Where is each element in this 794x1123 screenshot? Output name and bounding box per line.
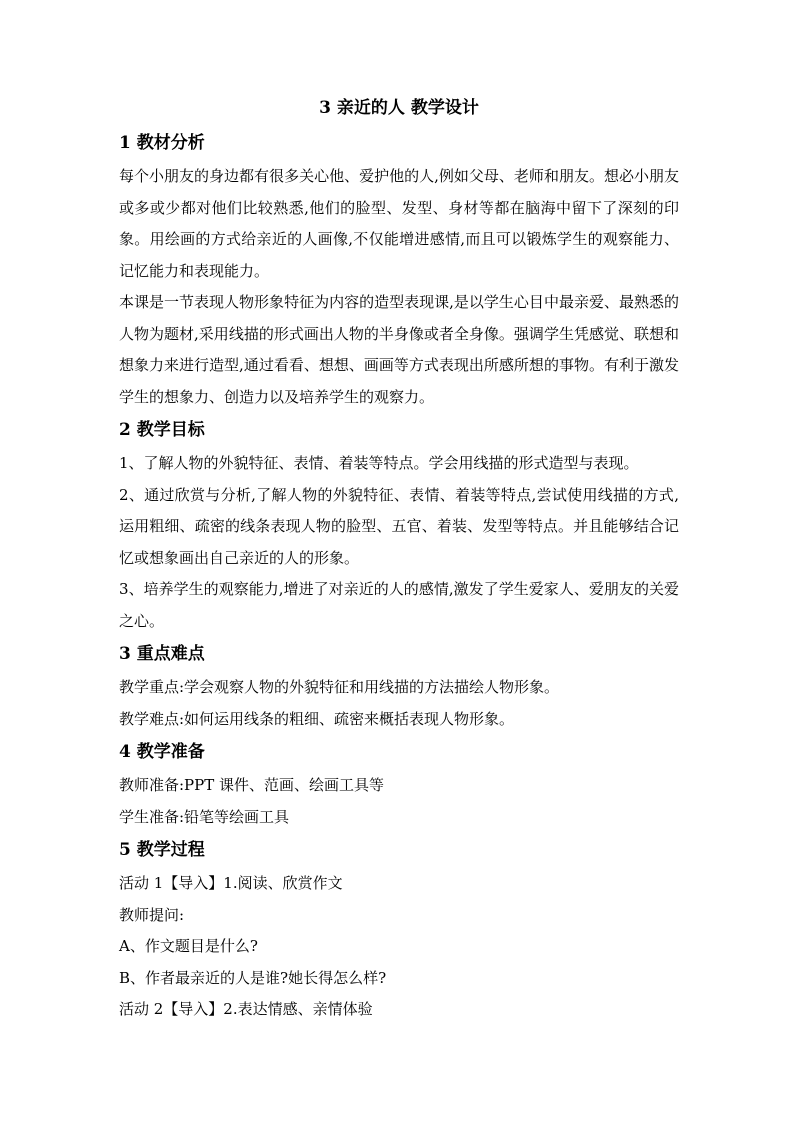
section-heading: 5 教学过程 xyxy=(119,840,205,860)
paragraph: 教师提问: xyxy=(119,905,185,924)
paragraph: 3、培养学生的观察能力,增进了对亲近的人的感情,激发了学生爱家人、爱朋友的关爱之心。 xyxy=(119,580,679,630)
paragraph: 2、通过欣赏与分析,了解人物的外貌特征、表情、着装等特点,尝试使用线描的方式,运用粗细、疏密的线条表现人物的脸型、五官、着装、发型等特点。并且能够结合记忆或想象画出自己亲近的人的形象。 xyxy=(119,485,679,567)
section-heading: 2 教学目标 xyxy=(119,420,205,440)
paragraph: 本课是一节表现人物形象特征为内容的造型表现课,是以学生心目中最亲爱、最熟悉的人物为题材,采用线描的形式画出人物的半身像或者全身像。强调学生凭感觉、联想和想象力来进行造型,通过看看、想想、画画等方式表现出所感所想的事物。有利于激发学生的想象力、创造力以及培养学生的观察力。 xyxy=(119,293,679,406)
paragraph: 活动 2【导入】2.表达情感、亲情体验 xyxy=(119,1000,373,1018)
section-teaching-objectives xyxy=(119,413,679,637)
section-heading: 1 教材分析 xyxy=(119,133,205,153)
paragraph: 每个小朋友的身边都有很多关心他、爱护他的人,例如父母、老师和朋友。想必小朋友或多或少都对他们比较熟悉,他们的脸型、发型、身材等都在脑海中留下了深刻的印象。用绘画的方式给亲近的人画像,不仅能增进感情,而且可以锻炼学生的观察能力、记忆能力和表现能力。 xyxy=(119,167,679,280)
paragraph: 1、了解人物的外貌特征、表情、着装等特点。学会用线描的形式造型与表现。 xyxy=(119,454,639,472)
section-heading: 4 教学准备 xyxy=(119,742,205,762)
paragraph: 教学重点:学会观察人物的外貌特征和用线描的方法描绘人物形象。 xyxy=(119,678,560,696)
section-heading: 3 重点难点 xyxy=(119,644,205,664)
paragraph: 学生准备:铅笔等绘画工具 xyxy=(119,807,290,826)
section-key-difficult-points xyxy=(119,637,679,735)
document-page xyxy=(119,90,679,1026)
paragraph: 教师准备:PPT 课件、范画、绘画工具等 xyxy=(119,776,385,794)
paragraph: B、作者最亲近的人是谁?她长得怎么样? xyxy=(119,968,387,987)
section-teaching-preparation xyxy=(119,735,679,833)
paragraph: 教学难点:如何运用线条的粗细、疏密来概括表现人物形象。 xyxy=(119,709,515,728)
section-textbook-analysis xyxy=(119,126,679,413)
document-title: 3 亲近的人 教学设计 xyxy=(319,98,479,118)
paragraph: A、作文题目是什么? xyxy=(119,937,258,955)
section-teaching-process xyxy=(119,833,679,1026)
paragraph: 活动 1【导入】1.阅读、欣赏作文 xyxy=(119,874,343,892)
